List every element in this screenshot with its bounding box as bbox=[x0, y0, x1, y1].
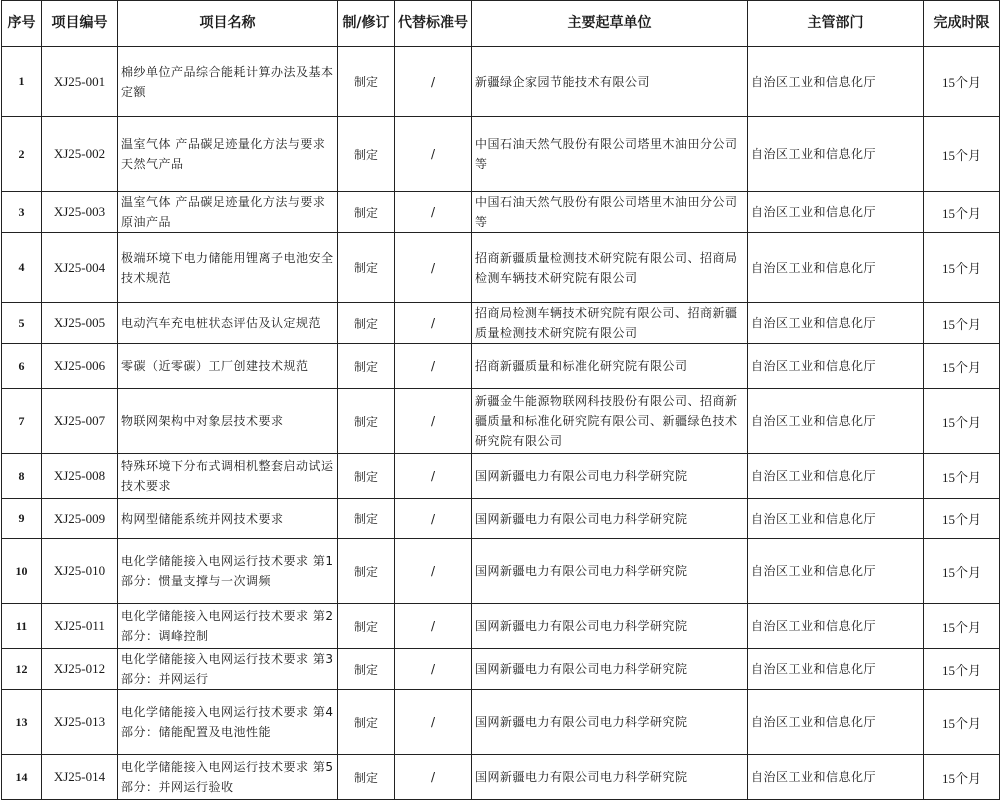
cell-time: 15个月 bbox=[924, 303, 1000, 344]
cell-seq: 5 bbox=[2, 303, 42, 344]
cell-replace: / bbox=[395, 604, 472, 649]
cell-code: XJ25-009 bbox=[42, 499, 118, 539]
cell-code: XJ25-004 bbox=[42, 233, 118, 303]
cell-replace: / bbox=[395, 192, 472, 233]
cell-code: XJ25-001 bbox=[42, 47, 118, 117]
header-name: 项目名称 bbox=[118, 1, 338, 47]
cell-name: 温室气体 产品碳足迹量化方法与要求 天然气产品 bbox=[118, 117, 338, 192]
cell-type: 制定 bbox=[338, 755, 395, 800]
cell-name: 电化学储能接入电网运行技术要求 第3部分：并网运行 bbox=[118, 649, 338, 690]
cell-seq: 8 bbox=[2, 454, 42, 499]
header-dept: 主管部门 bbox=[748, 1, 924, 47]
cell-type: 制定 bbox=[338, 233, 395, 303]
cell-drafter: 国网新疆电力有限公司电力科学研究院 bbox=[472, 539, 748, 604]
cell-name: 极端环境下电力储能用锂离子电池安全技术规范 bbox=[118, 233, 338, 303]
cell-replace: / bbox=[395, 47, 472, 117]
cell-replace: / bbox=[395, 303, 472, 344]
cell-replace: / bbox=[395, 389, 472, 454]
cell-replace: / bbox=[395, 755, 472, 800]
cell-time: 15个月 bbox=[924, 690, 1000, 755]
cell-seq: 3 bbox=[2, 192, 42, 233]
cell-time: 15个月 bbox=[924, 454, 1000, 499]
cell-type: 制定 bbox=[338, 690, 395, 755]
table-row bbox=[2, 755, 1000, 800]
cell-drafter: 中国石油天然气股份有限公司塔里木油田分公司等 bbox=[472, 192, 748, 233]
cell-code: XJ25-005 bbox=[42, 303, 118, 344]
cell-seq: 14 bbox=[2, 755, 42, 800]
cell-drafter: 招商局检测车辆技术研究院有限公司、招商新疆质量检测技术研究院有限公司 bbox=[472, 303, 748, 344]
cell-code: XJ25-008 bbox=[42, 454, 118, 499]
cell-dept: 自治区工业和信息化厅 bbox=[748, 454, 924, 499]
cell-name: 物联网架构中对象层技术要求 bbox=[118, 389, 338, 454]
cell-seq: 7 bbox=[2, 389, 42, 454]
cell-dept: 自治区工业和信息化厅 bbox=[748, 604, 924, 649]
cell-dept: 自治区工业和信息化厅 bbox=[748, 303, 924, 344]
cell-code: XJ25-006 bbox=[42, 344, 118, 389]
cell-replace: / bbox=[395, 233, 472, 303]
table-row bbox=[2, 649, 1000, 690]
cell-drafter: 招商新疆质量和标准化研究院有限公司 bbox=[472, 344, 748, 389]
cell-seq: 10 bbox=[2, 539, 42, 604]
cell-time: 15个月 bbox=[924, 755, 1000, 800]
cell-seq: 1 bbox=[2, 47, 42, 117]
cell-drafter: 国网新疆电力有限公司电力科学研究院 bbox=[472, 499, 748, 539]
cell-name: 电化学储能接入电网运行技术要求 第5部分：并网运行验收 bbox=[118, 755, 338, 800]
cell-type: 制定 bbox=[338, 604, 395, 649]
standards-table bbox=[1, 0, 1000, 800]
cell-type: 制定 bbox=[338, 47, 395, 117]
table-row bbox=[2, 454, 1000, 499]
cell-type: 制定 bbox=[338, 454, 395, 499]
cell-time: 15个月 bbox=[924, 649, 1000, 690]
cell-type: 制定 bbox=[338, 117, 395, 192]
table-row bbox=[2, 233, 1000, 303]
cell-type: 制定 bbox=[338, 389, 395, 454]
cell-seq: 12 bbox=[2, 649, 42, 690]
table-row bbox=[2, 690, 1000, 755]
cell-name: 棉纱单位产品综合能耗计算办法及基本定额 bbox=[118, 47, 338, 117]
cell-dept: 自治区工业和信息化厅 bbox=[748, 389, 924, 454]
cell-name: 电动汽车充电桩状态评估及认定规范 bbox=[118, 303, 338, 344]
cell-dept: 自治区工业和信息化厅 bbox=[748, 117, 924, 192]
table-row bbox=[2, 389, 1000, 454]
cell-type: 制定 bbox=[338, 499, 395, 539]
cell-dept: 自治区工业和信息化厅 bbox=[748, 499, 924, 539]
cell-drafter: 新疆金牛能源物联网科技股份有限公司、招商新疆质量和标准化研究院有限公司、新疆绿色技术研究院有限公司 bbox=[472, 389, 748, 454]
cell-name: 电化学储能接入电网运行技术要求 第4部分：储能配置及电池性能 bbox=[118, 690, 338, 755]
cell-dept: 自治区工业和信息化厅 bbox=[748, 47, 924, 117]
cell-dept: 自治区工业和信息化厅 bbox=[748, 233, 924, 303]
cell-code: XJ25-011 bbox=[42, 604, 118, 649]
cell-type: 制定 bbox=[338, 344, 395, 389]
cell-dept: 自治区工业和信息化厅 bbox=[748, 192, 924, 233]
cell-drafter: 招商新疆质量检测技术研究院有限公司、招商局检测车辆技术研究院有限公司 bbox=[472, 233, 748, 303]
cell-code: XJ25-014 bbox=[42, 755, 118, 800]
cell-seq: 9 bbox=[2, 499, 42, 539]
header-code: 项目编号 bbox=[42, 1, 118, 47]
header-seq: 序号 bbox=[2, 1, 42, 47]
cell-time: 15个月 bbox=[924, 192, 1000, 233]
cell-replace: / bbox=[395, 690, 472, 755]
header-time: 完成时限 bbox=[924, 1, 1000, 47]
table-row bbox=[2, 303, 1000, 344]
cell-drafter: 新疆绿企家园节能技术有限公司 bbox=[472, 47, 748, 117]
cell-name: 零碳（近零碳）工厂创建技术规范 bbox=[118, 344, 338, 389]
cell-seq: 4 bbox=[2, 233, 42, 303]
cell-time: 15个月 bbox=[924, 117, 1000, 192]
header-replace: 代替标准号 bbox=[395, 1, 472, 47]
cell-code: XJ25-012 bbox=[42, 649, 118, 690]
table-row bbox=[2, 604, 1000, 649]
table-row bbox=[2, 499, 1000, 539]
cell-dept: 自治区工业和信息化厅 bbox=[748, 690, 924, 755]
cell-seq: 6 bbox=[2, 344, 42, 389]
cell-drafter: 中国石油天然气股份有限公司塔里木油田分公司等 bbox=[472, 117, 748, 192]
cell-replace: / bbox=[395, 344, 472, 389]
cell-drafter: 国网新疆电力有限公司电力科学研究院 bbox=[472, 649, 748, 690]
table-row bbox=[2, 192, 1000, 233]
cell-drafter: 国网新疆电力有限公司电力科学研究院 bbox=[472, 755, 748, 800]
cell-type: 制定 bbox=[338, 539, 395, 604]
cell-dept: 自治区工业和信息化厅 bbox=[748, 649, 924, 690]
cell-type: 制定 bbox=[338, 192, 395, 233]
cell-time: 15个月 bbox=[924, 499, 1000, 539]
cell-time: 15个月 bbox=[924, 233, 1000, 303]
cell-dept: 自治区工业和信息化厅 bbox=[748, 539, 924, 604]
header-type: 制/修订 bbox=[338, 1, 395, 47]
header-row bbox=[2, 1, 1000, 47]
cell-name: 特殊环境下分布式调相机整套启动试运技术要求 bbox=[118, 454, 338, 499]
cell-time: 15个月 bbox=[924, 344, 1000, 389]
cell-seq: 13 bbox=[2, 690, 42, 755]
cell-name: 温室气体 产品碳足迹量化方法与要求 原油产品 bbox=[118, 192, 338, 233]
table-row bbox=[2, 47, 1000, 117]
cell-name: 电化学储能接入电网运行技术要求 第1部分：惯量支撑与一次调频 bbox=[118, 539, 338, 604]
cell-time: 15个月 bbox=[924, 389, 1000, 454]
cell-type: 制定 bbox=[338, 649, 395, 690]
table-row bbox=[2, 117, 1000, 192]
cell-time: 15个月 bbox=[924, 539, 1000, 604]
cell-replace: / bbox=[395, 499, 472, 539]
cell-seq: 11 bbox=[2, 604, 42, 649]
cell-replace: / bbox=[395, 117, 472, 192]
cell-type: 制定 bbox=[338, 303, 395, 344]
cell-drafter: 国网新疆电力有限公司电力科学研究院 bbox=[472, 604, 748, 649]
cell-code: XJ25-007 bbox=[42, 389, 118, 454]
cell-drafter: 国网新疆电力有限公司电力科学研究院 bbox=[472, 454, 748, 499]
cell-dept: 自治区工业和信息化厅 bbox=[748, 755, 924, 800]
cell-code: XJ25-010 bbox=[42, 539, 118, 604]
cell-seq: 2 bbox=[2, 117, 42, 192]
cell-code: XJ25-003 bbox=[42, 192, 118, 233]
cell-replace: / bbox=[395, 454, 472, 499]
cell-time: 15个月 bbox=[924, 604, 1000, 649]
cell-code: XJ25-002 bbox=[42, 117, 118, 192]
cell-code: XJ25-013 bbox=[42, 690, 118, 755]
header-drafter: 主要起草单位 bbox=[472, 1, 748, 47]
cell-time: 15个月 bbox=[924, 47, 1000, 117]
cell-replace: / bbox=[395, 539, 472, 604]
cell-name: 电化学储能接入电网运行技术要求 第2部分：调峰控制 bbox=[118, 604, 338, 649]
cell-drafter: 国网新疆电力有限公司电力科学研究院 bbox=[472, 690, 748, 755]
cell-replace: / bbox=[395, 649, 472, 690]
cell-dept: 自治区工业和信息化厅 bbox=[748, 344, 924, 389]
cell-name: 构网型储能系统并网技术要求 bbox=[118, 499, 338, 539]
table-row bbox=[2, 539, 1000, 604]
table-row bbox=[2, 344, 1000, 389]
